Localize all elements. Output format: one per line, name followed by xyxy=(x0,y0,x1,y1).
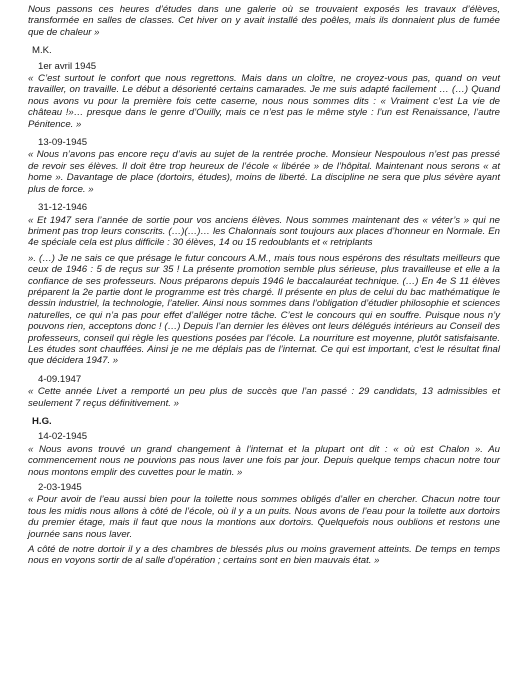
entry-quote: « C’est surtout le confort que nous regrettons. Mais dans un cloître, ne croyez-vous pas, quand on veut travailler, on travaille. Le début a désorienté certains camarades. Je me suis adapté facilement … (…) Quand nous avons vu pour la première fois cette caserne, nous nous sommes dits : « Vraiment c’est La vie de château !»… presque dans le genre d’Ouilly, mais ce n’est pas le même style : l’un est Renaissance, l’autre Pénitence. » xyxy=(28,73,500,130)
entry-quote: « Pour avoir de l’eau aussi bien pour la toilette nous sommes obligés d’aller en chercher. Chacun notre tour tous les midis nous allons à côté de l’école, où il y a un puits. Nous avons de l’eau pour la toilette aux dortoirs du premier étage, mais il faut que nous la montions aux dortoirs. Quelquefois nous oublions et restons une journée sans nous laver. xyxy=(28,494,500,540)
entry-date: 13-09-1945 xyxy=(38,137,88,149)
entry-date: 1er avril 1945 xyxy=(38,60,97,72)
entry-quote: « Et 1947 sera l’année de sortie pour vos anciens élèves. Nous sommes maintenant des « véter’s » qui ne briment pas trop leurs conscrits. (…)(…)… les Chalonnais sont toujours aux places d’honneur en Normale. En 4e spéciale cela est plus difficile : 30 élèves, 14 ou 15 redoublants et « retriplants xyxy=(28,214,500,249)
document-page xyxy=(28,4,500,567)
entry-date: 2-03-1945 xyxy=(38,482,82,494)
entry-date: 14-02-1945 xyxy=(38,431,88,443)
author-hg: H.G. xyxy=(32,416,52,427)
author-mk: M.K. xyxy=(32,45,52,57)
entry-date: 4-09.1947 xyxy=(38,373,82,385)
entry-date: 31-12-1946 xyxy=(38,202,88,214)
entry-quote-continued: A côté de notre dortoir il y a des chambres de blessés plus ou moins gravement atteints. De temps en temps nous en voyons sortir de al salle d’opération ; certains sont en bien mauvais état. » xyxy=(28,544,500,567)
entry-quote: « Nous avons trouvé un grand changement à l’internat et la plupart ont dit : « où est Chalon ». Au commencement nous ne pouvions pas nous laver une fois par jour. Depuis quelque temps chacun notre tour nous montons emplir des cuvettes pour le matin. » xyxy=(28,443,500,478)
entry-quote-continued: ». (…) Je ne sais ce que présage le futur concours A.M., mais tous nous espérons des résultats meilleurs que ceux de 1946 : 5 de reçus sur 35 ! La présente promotion semble plus sérieuse, plus travailleuse et elle a la confiance de ses professeurs. Nous préparons depuis 1946 le baccalauréat technique. (…) En 4e S 11 élèves préparent la 2e partie dont le programme est très chargé. Il présente en plus de celui du bac mathématique le dessin industriel, la technologie, l’atelier. Ainsi nous sommes dans l’obligation d’étudier philosophie et sciences naturelles, ce qui n’a pas pour effet d’alléger notre tâche. C’est le concours qui en souffre. Puisque nous n’y pouvons rien, acceptons donc ! (…) Depuis l’an dernier les élèves ont leurs délégués intérieurs au Conseil des professeurs, conseil qui règle les questions posées par l’école. La nourriture est moyenne, plutôt satisfaisante. Les études sont chauffées. Ainsi je ne me déplais pas de l’internat. Ce qui est important, c’est le résultat final que décidera 1947. » xyxy=(28,252,500,367)
entry-quote: « Cette année Livet a remporté un peu plus de succès que l’an passé : 29 candidats, 13 admissibles et seulement 7 reçus définitivement. » xyxy=(28,386,500,409)
entry-quote: « Nous n’avons pas encore reçu d’avis au sujet de la rentrée proche. Monsieur Nespoulous n’est pas pressé de revoir ses élèves. Il doit être trop heureux de l’école « libérée » de l’hôpital. Maintenant nous serons « at home ». Davantage de place (dortoirs, études), moins de liberté. La discipline ne sera que plus sévère ayant plus de force. » xyxy=(28,149,500,195)
intro-paragraph: Nous passons ces heures d’études dans une galerie où se trouvaient exposés les travaux d’élèves, transformée en salles de classes. Cet hiver on y avait installé des poêles, mais ils donnaient plus de fumée que de chaleur » xyxy=(28,4,500,38)
